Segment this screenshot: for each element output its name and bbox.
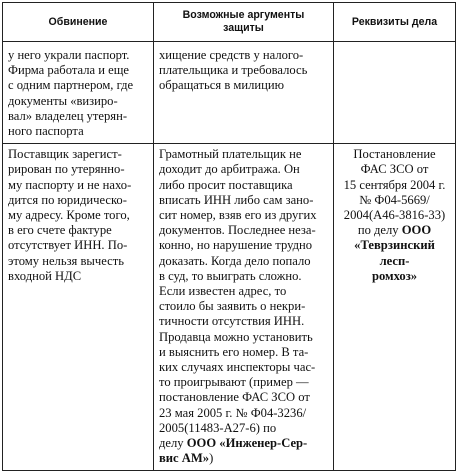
case-company-name: ООО «Теврзинский лесп- ромхоз» <box>354 223 435 283</box>
header-accusation-label: Обвинение <box>48 15 108 28</box>
defense-cell <box>154 42 334 144</box>
defense-company-name: ООО «Инженер-Сер- вис АМ» <box>159 436 308 466</box>
header-case-details <box>334 3 456 42</box>
accusation-cell <box>3 144 154 471</box>
accusation-text: Поставщик зарегист- рирован по утерянно- му паспорту и не нахо- дится по юридическо- му адресу. Кроме того, в его счете фактуре отсутствует ИНН. По- этому нельзя вычесть входной НДС <box>8 147 132 283</box>
accusation-cell <box>3 42 154 144</box>
case-details-cell <box>334 144 456 471</box>
case-details-cell <box>334 42 456 144</box>
defense-text <box>154 144 333 470</box>
case-details-text <box>334 42 455 52</box>
case-details-text <box>334 144 455 288</box>
table-header-row <box>3 3 456 42</box>
header-defense-arguments <box>154 3 334 42</box>
table-row <box>3 42 456 144</box>
header-case-details-label: Реквизиты дела <box>351 15 438 28</box>
defense-text: хищение средств у налого- плательщика и требовалось обращаться в милицию <box>159 48 308 93</box>
table-row <box>3 144 456 471</box>
accusation-text: у него украли паспорт. Фирма работала и еще с одним партнером, где документы «визиро- вал» владелец утерян- ного паспорта <box>8 48 134 139</box>
defense-text-body: Грамотный плательщик не доходит до арбитража. Он либо просит поставщика вписать ИНН либо сам зано- сит номер, взяв его из других документов. Последнее неза- конно, но нарушение трудно доказать. Когда дело попало в суд, то выиграть сложно. Если известен адрес, то стоило бы заявить о некри- тичности отсутствия ИНН. Продавца можно установить и выяснить его номер. В та- ких случаях инспекторы час- то проигрывают (пример — постановление ФАС ЗСО от 23 мая 2005 г. № Ф04-3236/ 2005(11483-А27-6) по делу <box>159 147 317 451</box>
defense-cell <box>154 144 334 471</box>
case-table <box>2 2 456 471</box>
defense-text-tail: ) <box>209 451 214 466</box>
case-resolution-text: Постановление ФАС ЗСО от 15 сентября 2004 г. № Ф04-5669/ 2004(А46-3816-33) по делу <box>343 147 446 238</box>
header-accusation <box>3 3 154 42</box>
header-defense-arguments-label: Возможные аргументы защиты <box>182 9 305 34</box>
